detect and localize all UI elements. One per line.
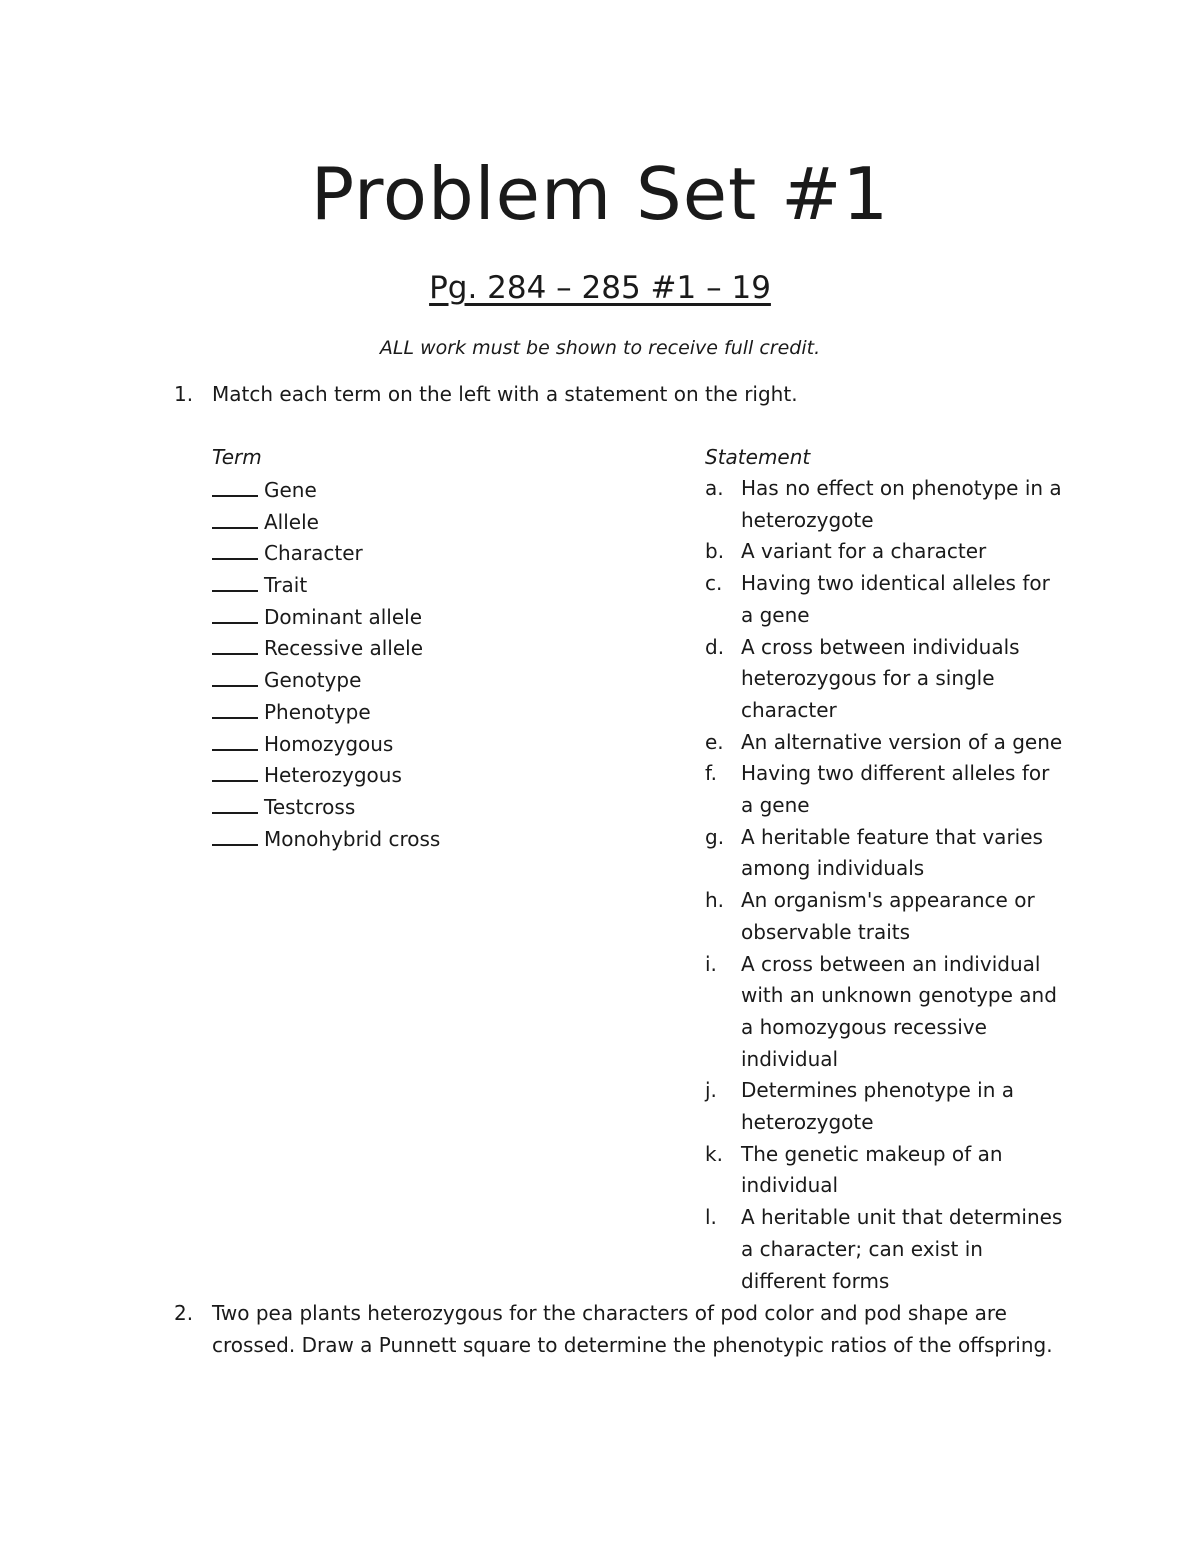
statement-text: Having two different alleles for a gene	[741, 761, 1050, 818]
term-label: Monohybrid cross	[264, 826, 441, 851]
statement-text: A cross between individuals heterozygous for a single character	[741, 634, 1020, 722]
term-label: Homozygous	[264, 731, 394, 756]
question-1-prompt: Match each term on the left with a statement on the right.	[212, 382, 798, 406]
term-item	[212, 663, 440, 695]
statement-item	[705, 536, 1065, 568]
statement-item	[705, 473, 1065, 536]
answer-blank[interactable]	[212, 600, 258, 624]
statement-text: A cross between an individual with an unknown genotype and a homozygous recessive individual	[741, 951, 1057, 1071]
statement-letter: g.	[705, 824, 725, 849]
term-label: Character	[264, 541, 363, 566]
statement-column-header: Statement	[705, 445, 811, 469]
statement-list	[705, 473, 1065, 1297]
term-label: Phenotype	[264, 699, 371, 724]
term-item	[212, 695, 440, 727]
statement-text: Has no effect on phenotype in a heterozygote	[741, 476, 1062, 532]
term-label: Dominant allele	[264, 604, 423, 629]
term-label: Testcross	[264, 794, 356, 819]
term-item	[212, 536, 440, 568]
statement-letter: i.	[705, 951, 717, 976]
statement-letter: j.	[705, 1078, 717, 1103]
answer-blank[interactable]	[212, 505, 258, 529]
answer-blank[interactable]	[212, 695, 258, 719]
statement-letter: e.	[705, 729, 724, 754]
statement-item	[705, 885, 1065, 948]
term-label: Genotype	[264, 668, 362, 693]
statement-text: A heritable unit that determines a character; can exist in different forms	[741, 1205, 1063, 1293]
statement-letter: c.	[705, 571, 723, 596]
statement-text: A variant for a character	[741, 539, 987, 564]
statement-item	[705, 1139, 1065, 1202]
term-label: Recessive allele	[264, 636, 424, 661]
term-item	[212, 727, 440, 759]
answer-blank[interactable]	[212, 822, 258, 846]
answer-blank[interactable]	[212, 758, 258, 782]
statement-letter: h.	[705, 888, 725, 913]
term-item	[212, 822, 440, 854]
answer-blank[interactable]	[212, 631, 258, 655]
statement-letter: f.	[705, 761, 717, 786]
statement-letter: k.	[705, 1141, 723, 1166]
instruction-text: ALL work must be shown to receive full credit.	[379, 337, 821, 359]
answer-blank[interactable]	[212, 663, 258, 687]
question-2-prompt: Two pea plants heterozygous for the characters of pod color and pod shape are crossed. Draw a Punnett square to determine the phenotypic ratios of the offspring.	[212, 1301, 1053, 1357]
term-label: Trait	[264, 573, 308, 598]
statement-item	[705, 949, 1065, 1076]
term-label: Gene	[264, 478, 317, 502]
page-title: Problem Set #1	[310, 152, 890, 236]
statement-item	[705, 568, 1065, 631]
statement-item	[705, 758, 1065, 821]
statement-text: An alternative version of a gene	[741, 729, 1063, 754]
answer-blank[interactable]	[212, 727, 258, 751]
statement-letter: b.	[705, 539, 725, 564]
term-item	[212, 473, 440, 505]
question-1-number: 1.	[174, 382, 194, 406]
answer-blank[interactable]	[212, 568, 258, 592]
answer-blank[interactable]	[212, 790, 258, 814]
statement-text: An organism's appearance or observable traits	[741, 888, 1035, 944]
statement-text: The genetic makeup of an individual	[741, 1141, 1003, 1198]
statement-item	[705, 1202, 1065, 1297]
term-column-header: Term	[212, 445, 262, 469]
statement-text: Determines phenotype in a heterozygote	[741, 1078, 1014, 1135]
statement-item	[705, 727, 1065, 759]
answer-blank[interactable]	[212, 473, 258, 497]
statement-text: Having two identical alleles for a gene	[741, 571, 1050, 627]
statement-item	[705, 822, 1065, 885]
answer-blank[interactable]	[212, 536, 258, 560]
statement-item	[705, 632, 1065, 727]
statement-letter: l.	[705, 1205, 717, 1230]
statement-letter: d.	[705, 634, 725, 659]
statement-letter: a.	[705, 476, 724, 500]
term-item	[212, 505, 440, 537]
term-list	[212, 473, 440, 853]
term-item	[212, 568, 440, 600]
term-label: Heterozygous	[264, 763, 402, 788]
page-subtitle: Pg. 284 – 285 #1 – 19	[429, 270, 771, 306]
term-label: Allele	[264, 509, 319, 534]
term-item	[212, 600, 440, 632]
term-item	[212, 758, 440, 790]
term-item	[212, 790, 440, 822]
statement-text: A heritable feature that varies among individuals	[741, 824, 1043, 881]
question-2-number: 2.	[174, 1301, 194, 1325]
term-item	[212, 631, 440, 663]
statement-item	[705, 1075, 1065, 1138]
